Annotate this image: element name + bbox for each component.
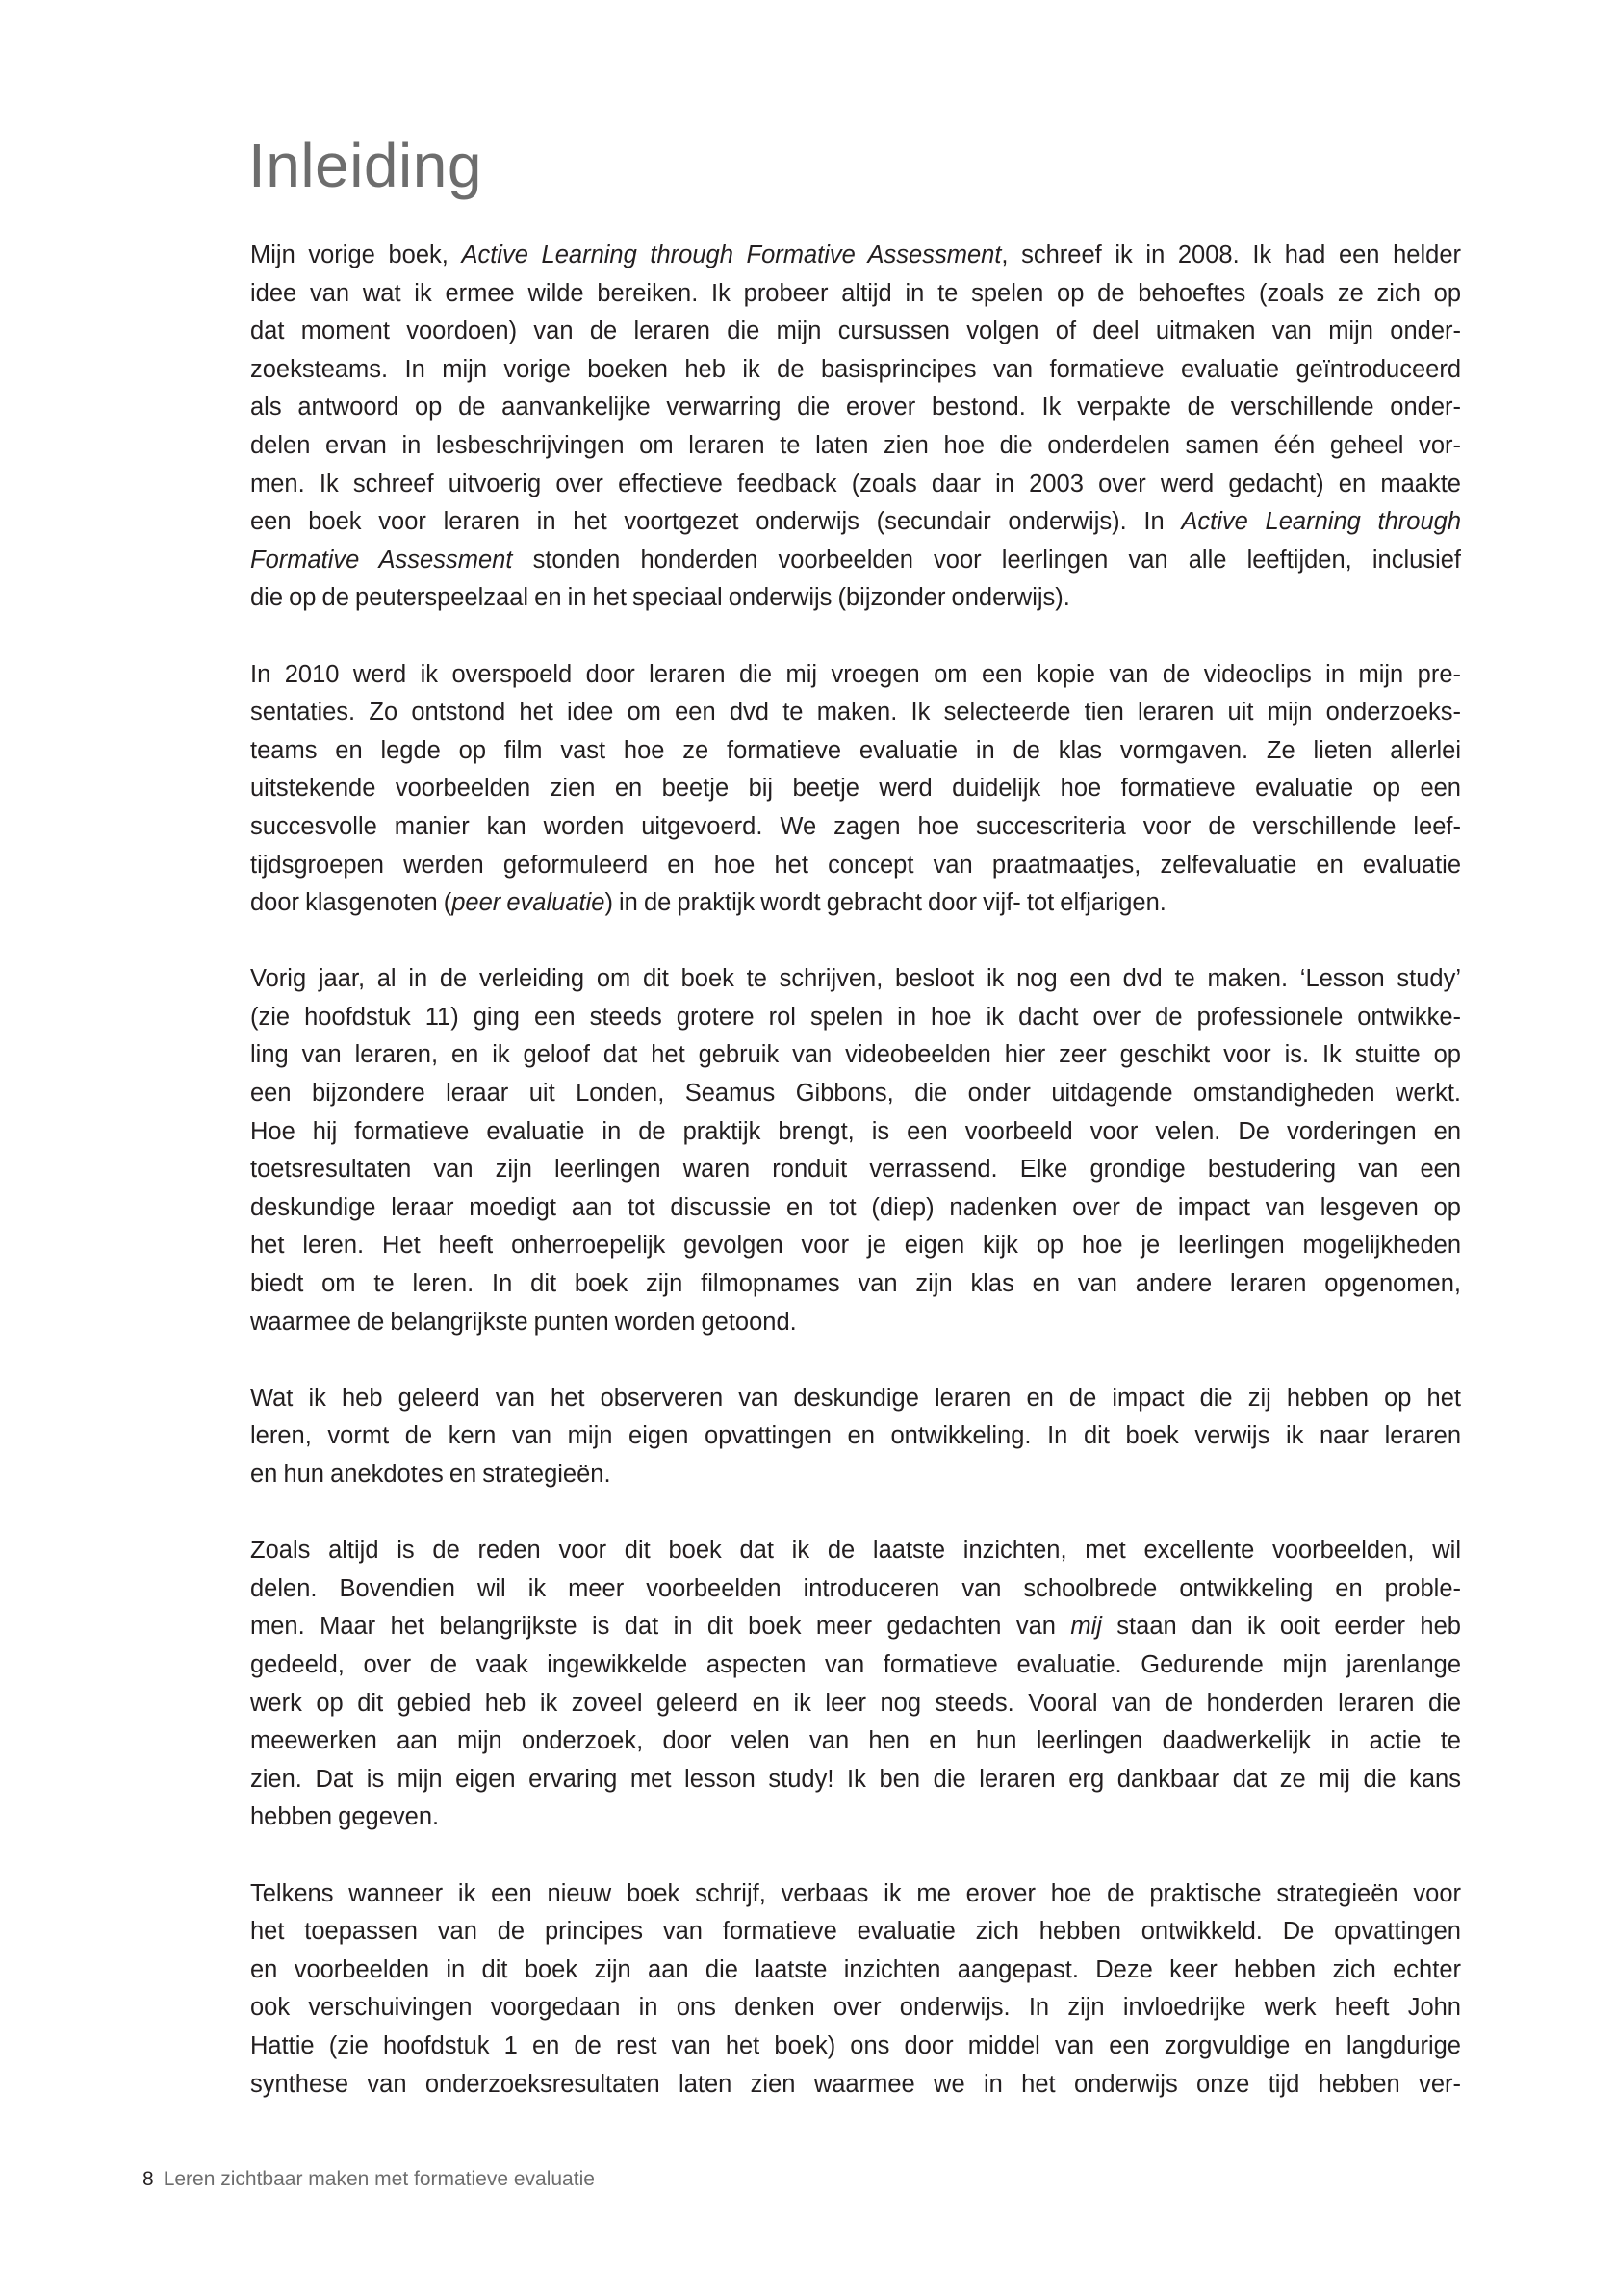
text-run: succesvolle manier kan worden uitgevoerd. We zagen hoe succescriteria voor de verschillende leef- <box>250 812 1461 840</box>
text-run: stonden honderden voorbeelden voor leerlingen van alle leeftijden, inclusief <box>512 546 1462 574</box>
text-run: delen. Bovendien wil ik meer voorbeelden introduceren van schoolbrede ontwikkeling en proble- <box>250 1574 1461 1602</box>
text-run: Mijn vorige boek, <box>250 242 462 268</box>
italic-title-text: mij <box>1070 1613 1102 1641</box>
text-line <box>250 1952 1461 1990</box>
body-text <box>250 237 1461 2142</box>
text-run: teams en legde op film vast hoe ze formatieve evaluatie in de klas vormgaven. Ze lieten allerlei <box>250 736 1461 764</box>
text-line <box>250 656 1461 695</box>
text-line <box>250 579 1461 618</box>
text-run: sentaties. Zo ontstond het idee om een dvd te maken. Ik selecteerde tien leraren uit mijn onderzoeks- <box>250 699 1461 727</box>
text-run: Hoe hij formatieve evaluatie in de praktijk brengt, is een voorbeeld voor velen. De vorderingen en <box>250 1117 1461 1145</box>
paragraph <box>250 1380 1461 1494</box>
text-line <box>250 466 1461 504</box>
text-run: een bijzondere leraar uit Londen, Seamus Gibbons, die onder uitdagende omstandigheden werkt. <box>250 1080 1461 1108</box>
text-line <box>250 1875 1461 1914</box>
text-line <box>250 960 1461 999</box>
text-run: deskundige leraar moedigt aan tot discussie en tot (diep) nadenken over de impact van lesgeven op <box>250 1193 1461 1221</box>
page-number: 8 <box>142 2168 154 2190</box>
text-line <box>250 1075 1461 1113</box>
text-run: In 2010 werd ik overspoeld door leraren die mij vroegen om een kopie van de videoclips in mijn pre- <box>250 660 1461 688</box>
text-line <box>250 237 1461 275</box>
text-run: waarmee de belangrijkste punten worden getoond. <box>250 1308 797 1336</box>
paragraph <box>250 656 1461 923</box>
text-run: hebben gegeven. <box>250 1803 440 1831</box>
text-run: staan dan ik ooit eerder heb <box>1101 1613 1461 1641</box>
text-line <box>250 1913 1461 1952</box>
running-title: Leren zichtbaar maken met formatieve evaluatie <box>163 2168 595 2190</box>
text-run: die op de peuterspeelzaal en in het speciaal onderwijs (bijzonder onderwijs). <box>250 584 1070 612</box>
text-run: en voorbeelden in dit boek zijn aan die laatste inzichten aangepast. Deze keer hebben zich echter <box>250 1955 1461 1983</box>
text-line <box>250 999 1461 1037</box>
text-line <box>250 732 1461 771</box>
text-line <box>250 1304 1461 1342</box>
text-run: dat moment voordoen) van de leraren die mijn cursussen volgen of deel uitmaken van mijn onder- <box>250 318 1461 345</box>
paragraph <box>250 1532 1461 1837</box>
text-line <box>250 1761 1461 1799</box>
italic-title-text: peer evaluatie <box>451 889 605 917</box>
text-line <box>250 503 1461 542</box>
text-line <box>250 1685 1461 1723</box>
italic-title-text: Active Learning through Formative Assessment <box>461 242 1002 268</box>
text-run: werk op dit gebied heb ik zoveel geleerd en ik leer nog steeds. Vooral van de honderden leraren die <box>250 1689 1461 1717</box>
text-line <box>250 694 1461 732</box>
text-line <box>250 1989 1461 2028</box>
text-line <box>250 1646 1461 1685</box>
text-run: tijdsgroepen werden geformuleerd en hoe het concept van praatmaatjes, zelfevaluatie en evaluatie <box>250 851 1461 879</box>
text-run: , schreef ik in 2008. Ik had een helder <box>1001 242 1461 268</box>
text-run: Zoals altijd is de reden voor dit boek dat ik de laatste inzichten, met excellente voorbeelden, wil <box>250 1537 1461 1565</box>
text-line <box>250 808 1461 847</box>
text-line <box>250 1799 1461 1837</box>
text-run: (zie hoofdstuk 11) ging een steeds grotere rol spelen in hoe ik dacht over de professionele ontwikke- <box>250 1003 1461 1031</box>
text-run: Hattie (zie hoofdstuk 1 en de rest van het boek) ons door middel van een zorgvuldige en langdurige <box>250 2031 1461 2059</box>
paragraph <box>250 1875 1461 2105</box>
text-run: ling van leraren, en ik geloof dat het gebruik van videobeelden hier zeer geschikt voor is. Ik stuitte op <box>250 1041 1461 1069</box>
text-run: uitstekende voorbeelden zien en beetje bij beetje werd duidelijk hoe formatieve evaluatie op een <box>250 775 1461 803</box>
text-line <box>250 1227 1461 1265</box>
page-title: Inleiding <box>248 131 482 200</box>
text-line <box>250 770 1461 808</box>
text-run: delen ervan in lesbeschrijvingen om leraren te laten zien hoe die onderdelen samen één geheel vor- <box>250 431 1461 459</box>
text-line <box>250 1113 1461 1152</box>
text-line <box>250 1456 1461 1494</box>
text-run: het toepassen van de principes van formatieve evaluatie zich hebben ontwikkeld. De opvattingen <box>250 1918 1461 1946</box>
text-run: men. Ik schreef uitvoerig over effectieve feedback (zoals daar in 2003 over werd gedacht) en maakte <box>250 470 1461 497</box>
text-line <box>250 1608 1461 1646</box>
page-footer <box>142 2169 595 2189</box>
text-run: het leren. Het heeft onherroepelijk gevolgen voor je eigen kijk op hoe je leerlingen mogelijkheden <box>250 1232 1461 1260</box>
text-line <box>250 1570 1461 1609</box>
text-run: zoeksteams. In mijn vorige boeken heb ik de basisprincipes van formatieve evaluatie geïntroduceerd <box>250 355 1461 383</box>
italic-title-text: Active Learning through <box>1181 508 1462 536</box>
text-run: en hun anekdotes en strategieën. <box>250 1461 611 1488</box>
text-run: een boek voor leraren in het voortgezet onderwijs (secundair onderwijs). In <box>250 508 1182 536</box>
text-run: als antwoord op de aanvankelijke verwarring die erover bestond. Ik verpakte de verschillende onder- <box>250 394 1461 421</box>
text-line <box>250 1532 1461 1570</box>
text-run: biedt om te leren. In dit boek zijn filmopnames van zijn klas en van andere leraren opgenomen, <box>250 1270 1461 1298</box>
text-line <box>250 1417 1461 1456</box>
text-run: men. Maar het belangrijkste is dat in dit boek meer gedachten van <box>250 1613 1071 1641</box>
text-line <box>250 1380 1461 1418</box>
text-line <box>250 2066 1461 2105</box>
text-line <box>250 351 1461 390</box>
text-run: Telkens wanneer ik een nieuw boek schrijf, verbaas ik me erover hoe de praktische strategieën voor <box>250 1879 1461 1907</box>
text-line <box>250 1265 1461 1304</box>
text-run: Wat ik heb geleerd van het observeren van deskundige leraren en de impact die zij hebben op het <box>250 1384 1461 1412</box>
italic-title-text: Formative Assessment <box>250 546 513 574</box>
text-line <box>250 275 1461 314</box>
text-run: door klasgenoten ( <box>250 889 452 917</box>
text-line <box>250 884 1461 923</box>
text-line <box>250 1151 1461 1189</box>
text-run: gedeeld, over de vaak ingewikkelde aspecten van formatieve evaluatie. Gedurende mijn jarenlange <box>250 1650 1461 1678</box>
text-line <box>250 542 1461 580</box>
text-run: synthese van onderzoeksresultaten laten zien waarmee we in het onderwijs onze tijd hebben ver- <box>250 2070 1461 2098</box>
text-run: meewerken aan mijn onderzoek, door velen van hen en hun leerlingen daadwerkelijk in actie te <box>250 1727 1461 1755</box>
text-run: leren, vormt de kern van mijn eigen opvattingen en ontwikkeling. In dit boek verwijs ik naar leraren <box>250 1422 1461 1450</box>
paragraph <box>250 237 1461 618</box>
text-line <box>250 313 1461 351</box>
text-run: toetsresultaten van zijn leerlingen waren ronduit verrassend. Elke grondige bestudering van een <box>250 1156 1461 1184</box>
text-run: zien. Dat is mijn eigen ervaring met lesson study! Ik ben die leraren erg dankbaar dat ze mij die kans <box>250 1765 1461 1793</box>
text-line <box>250 389 1461 427</box>
text-run: ook verschuivingen voorgedaan in ons denken over onderwijs. In zijn invloedrijke werk heeft John <box>250 1994 1461 2022</box>
text-line <box>250 1189 1461 1228</box>
paragraph <box>250 960 1461 1341</box>
text-run: Vorig jaar, al in de verleiding om dit boek te schrijven, besloot ik nog een dvd te maken. ‘Lesson study’ <box>250 965 1461 993</box>
text-line <box>250 847 1461 885</box>
text-line <box>250 427 1461 466</box>
text-run: idee van wat ik ermee wilde bereiken. Ik probeer altijd in te spelen op de behoeftes (zoals ze zich op <box>250 279 1461 307</box>
text-run: ) in de praktijk wordt gebracht door vijf- tot elfjarigen. <box>604 889 1166 917</box>
text-line <box>250 1722 1461 1761</box>
text-line <box>250 1036 1461 1075</box>
text-line <box>250 2028 1461 2066</box>
